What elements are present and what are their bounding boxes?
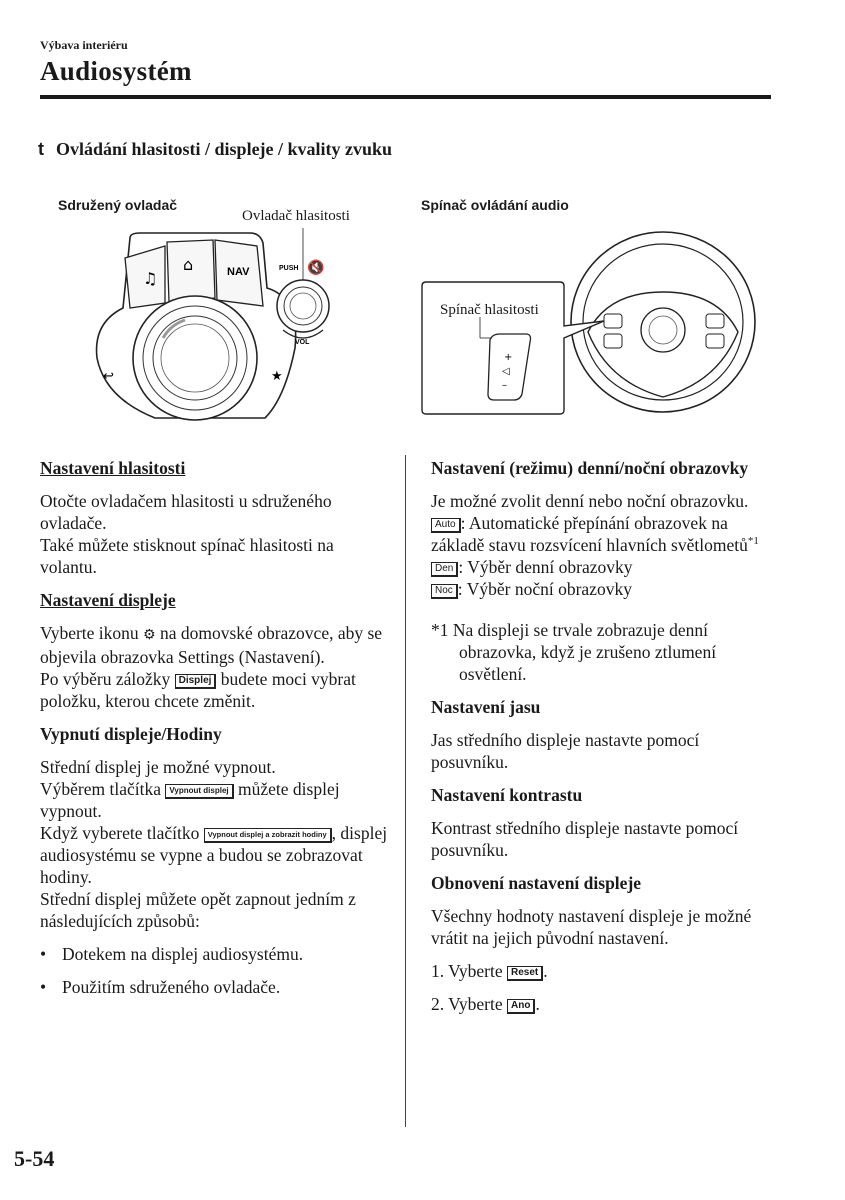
commander-control-illustration bbox=[85, 228, 345, 428]
reset-step-1a: 1. Vyberte bbox=[431, 961, 503, 981]
off-text-1: Střední displej je možné vypnout. bbox=[40, 757, 276, 777]
right-column bbox=[431, 457, 776, 1015]
display-text-2b: budete moci vybrat položku, kterou chcete změnit. bbox=[40, 669, 356, 711]
push-label: PUSH bbox=[279, 265, 299, 272]
settings-gear-icon: ⚙ bbox=[143, 627, 156, 643]
page-number: 5-54 bbox=[14, 1146, 55, 1171]
bullet-item: • Dotekem na displej audiosystému. bbox=[40, 943, 390, 965]
display-text-2 bbox=[40, 668, 390, 712]
reset-text: Všechny hodnoty nastavení displeje je možné vrátit na jejich původní nastavení. bbox=[431, 906, 752, 948]
off-text-3 bbox=[40, 822, 390, 888]
off-text-3a: Když vyberete tlačítko bbox=[40, 823, 200, 843]
chapter-label: Výbava interiéru bbox=[40, 38, 128, 52]
back-icon: ↩ bbox=[103, 369, 114, 384]
noc-text: : Výběr noční obrazovky bbox=[457, 579, 632, 599]
auto-key: Auto bbox=[431, 518, 461, 533]
volume-up-icon: + bbox=[504, 352, 513, 363]
den-key: Den bbox=[431, 562, 458, 577]
reset-step-2 bbox=[431, 993, 776, 1015]
den-text: : Výběr denní obrazovky bbox=[458, 557, 633, 577]
figure-right-label: Spínač ovládání audio bbox=[421, 197, 569, 213]
figure-right-callout: Spínač hlasitosti bbox=[440, 302, 539, 318]
off-heading: Vypnutí displeje/Hodiny bbox=[40, 724, 222, 744]
off-text-2 bbox=[40, 778, 390, 822]
contrast-heading: Nastavení kontrastu bbox=[431, 785, 583, 805]
daynight-text-1: Je možné zvolit denní nebo noční obrazovku. bbox=[431, 491, 749, 511]
reset-step-1 bbox=[431, 960, 776, 982]
brightness-heading: Nastavení jasu bbox=[431, 697, 541, 717]
reset-key: Reset bbox=[507, 966, 543, 981]
auto-text: : Automatické přepínání obrazovek na základě stavu rozsvícení hlavních světlometů bbox=[431, 513, 748, 555]
vypnout-hodiny-key: Vypnout displej a zobrazit hodiny bbox=[204, 828, 332, 843]
favorite-icon: ★ bbox=[271, 369, 283, 384]
daynight-heading: Nastavení (režimu) denní/noční obrazovky bbox=[431, 458, 749, 478]
off-text-2b: můžete displej vypnout. bbox=[40, 779, 340, 821]
off-text-3b: , displej audiosystému se vypne a budou se zobrazovat hodiny. bbox=[40, 823, 388, 887]
page-title: Audiosystém bbox=[40, 56, 192, 86]
display-text-2a: Po výběru záložky bbox=[40, 669, 171, 689]
display-text-1 bbox=[40, 622, 390, 668]
left-column bbox=[40, 457, 390, 998]
ano-key: Ano bbox=[507, 999, 535, 1014]
auto-line bbox=[431, 512, 776, 556]
figure-left-callout: Ovladač hlasitosti bbox=[242, 208, 350, 224]
displej-key: Displej bbox=[175, 674, 217, 689]
auto-footnote-ref: *1 bbox=[747, 535, 759, 548]
vol-label: VOL bbox=[295, 339, 310, 346]
contrast-text: Kontrast středního displeje nastavte pomocí posuvníku. bbox=[431, 818, 739, 860]
noc-line bbox=[431, 578, 776, 600]
section-marker: t bbox=[38, 139, 44, 159]
reset-step-2b: . bbox=[535, 994, 540, 1014]
display-heading: Nastavení displeje bbox=[40, 590, 176, 610]
home-icon: ⌂ bbox=[183, 255, 194, 274]
reset-step-2a: 2. Vyberte bbox=[431, 994, 503, 1014]
column-divider bbox=[405, 455, 406, 1127]
bullet-item: • Použitím sdruženého ovladače. bbox=[40, 976, 390, 998]
steering-wheel-illustration bbox=[418, 222, 763, 422]
section-title: Ovládání hlasitosti / displeje / kvality zvuku bbox=[56, 139, 393, 159]
nav-button-label: NAV bbox=[227, 266, 250, 278]
off-text-4: Střední displej můžete opět zapnout jedním z následujících způsobů: bbox=[40, 889, 356, 931]
volume-down-icon: – bbox=[502, 380, 507, 391]
brightness-text: Jas středního displeje nastavte pomocí posuvníku. bbox=[431, 730, 700, 772]
volume-heading: Nastavení hlasitosti bbox=[40, 458, 186, 478]
vypnout-displej-key: Vypnout displej bbox=[165, 784, 233, 799]
off-text-2a: Výběrem tlačítka bbox=[40, 779, 161, 799]
reset-heading: Obnovení nastavení displeje bbox=[431, 873, 642, 893]
speaker-icon: ◁ bbox=[502, 366, 510, 377]
mute-icon: 🔇 bbox=[307, 260, 325, 276]
display-text-1b: na domovské obrazovce, aby se objevila obrazovka Settings (Nastavení). bbox=[40, 623, 383, 667]
section-heading bbox=[38, 139, 392, 160]
figure-left-label: Sdružený ovladač bbox=[58, 197, 178, 213]
footnote: *1 Na displeji se trvale zobrazuje denní obrazovka, když je zrušeno ztlumení osvětlení. bbox=[431, 620, 717, 684]
reset-step-1b: . bbox=[543, 961, 548, 981]
volume-text-2: Také můžete stisknout spínač hlasitosti na volantu. bbox=[40, 535, 334, 577]
music-icon: ♫ bbox=[143, 269, 158, 288]
den-line bbox=[431, 556, 776, 578]
volume-text-1: Otočte ovladačem hlasitosti u sdruženého ovladače. bbox=[40, 491, 332, 533]
noc-key: Noc bbox=[431, 584, 458, 599]
title-rule bbox=[40, 95, 771, 99]
display-text-1a: Vyberte ikonu bbox=[40, 623, 139, 643]
